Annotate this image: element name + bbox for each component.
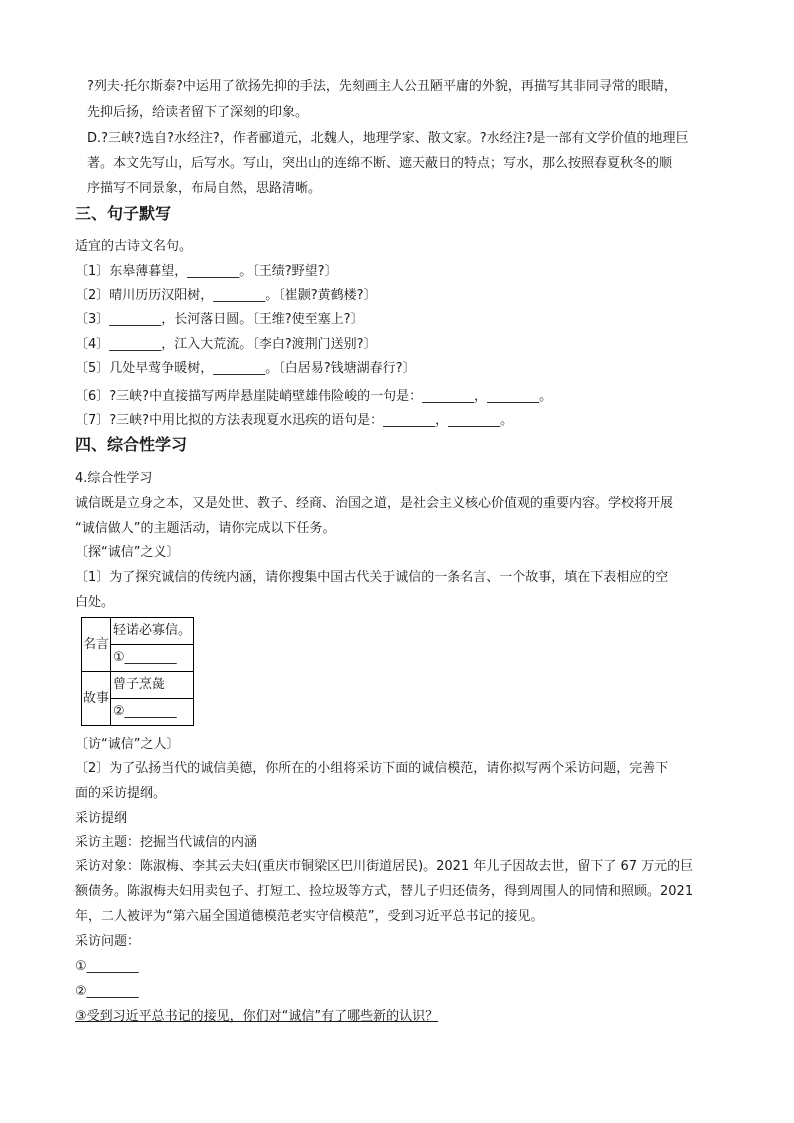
table-row-header: 故事 (82, 672, 111, 726)
text-line: 面的采访提纲。 (75, 786, 167, 801)
text-line: 〔2〕为了弘扬当代的诚信美德，你所在的小组将采访下面的诚信模范，请你拟写两个采访问题，完善下 (75, 761, 669, 776)
table-cell: 曾子烹彘 (111, 672, 194, 699)
table-cell-blank[interactable]: ①________ (111, 645, 194, 672)
fill-in-item: 〔6〕?三峡?中直接描写两岸悬崖陡峭壁雄伟险峻的一句是：________，________。 (75, 389, 553, 404)
fill-in-item: 〔2〕晴川历历汉阳树，________。〔崔颢?黄鹤楼?〕 (75, 288, 377, 303)
text-line: ?列夫·托尔斯泰?中运用了欲扬先抑的手法，先刻画主人公丑陋平庸的外貌，再描写其非同寻常的眼睛， (87, 79, 677, 94)
text-line: 著。本文先写山，后写水。写山，突出山的连绵不断、遮天蔽日的特点；写水，那么按照春夏秋冬的顺 (87, 156, 673, 171)
fill-in-item: 〔5〕几处早莺争暖树，________。〔白居易?钱塘湖春行?〕 (75, 361, 416, 376)
fill-in-item: 〔1〕东皋薄暮望，________。〔王绩?野望?〕 (75, 264, 338, 279)
outline-title: 采访提纲 (75, 811, 128, 826)
table-cell: 轻诺必寡信。 (111, 618, 194, 645)
text-line: D.?三峡?选自?水经注?，作者郦道元，北魏人，地理学家、散文家。?水经注?是一部有文学价值的地理巨 (87, 131, 689, 146)
subsection-title: 〔探“诚信”之义〕 (75, 545, 180, 560)
section-heading: 三、句子默写 (75, 204, 172, 223)
text-line: 〔1〕为了探究诚信的传统内涵，请你搜集中国古代关于诚信的一条名言、一个故事，填在下表相应的空 (75, 570, 669, 585)
subsection-title: 〔访“诚信”之人〕 (75, 737, 180, 752)
text-line: 诚信既是立身之本，又是处世、教子、经商、治国之道，是社会主义核心价值观的重要内容。学校将开展 (75, 496, 674, 511)
table-row-header: 名言 (82, 618, 111, 672)
fill-in-item: 〔4〕________，江入大荒流。〔李白?渡荆门送别?〕 (75, 337, 377, 352)
text-line: “诚信做人”的主题活动，请你完成以下任务。 (75, 521, 336, 536)
answer-blank[interactable]: ②________ (75, 984, 139, 999)
text-line: 采访主题：挖掘当代诚信的内涵 (75, 835, 258, 850)
text-line: 先抑后扬，给读者留下了深刻的印象。 (87, 105, 309, 120)
fill-in-item: 〔3〕________，长河落日圆。〔王维?使至塞上?〕 (75, 312, 364, 327)
text-line: 额债务。陈淑梅夫妇用卖包子、打短工、捡垃圾等方式，替儿子归还债务，得到周围人的同情和照顾。2021 (75, 884, 694, 899)
instruction: 适宜的古诗文名句。 (75, 239, 193, 254)
text-line: 序描写不同景象，布局自然，思路清晰。 (87, 181, 322, 196)
answer-blank[interactable]: ①________ (75, 959, 139, 974)
text-line: 年，二人被评为“第六届全国道德模范老实守信模范”，受到习近平总书记的接见。 (75, 909, 544, 924)
section-heading: 四、综合性学习 (75, 435, 188, 454)
text-line: 采访对象：陈淑梅、李其云夫妇(重庆市铜梁区巴川街道居民)。2021 年儿子因故去世，留下了 67 万元的巨 (75, 859, 694, 874)
text-line: 白处。 (75, 595, 115, 610)
fill-in-item: 〔7〕?三峡?中用比拟的方法表现夏水迅疾的语句是：________，________。 (75, 413, 514, 428)
question-title: 4.综合性学习 (75, 471, 153, 486)
interview-question: ③受到习近平总书记的接见，你们对“诚信”有了哪些新的认识？ (75, 1009, 439, 1024)
table-cell-blank[interactable]: ②________ (111, 699, 194, 726)
answer-table (81, 617, 194, 726)
text-line: 采访问题： (75, 934, 141, 949)
